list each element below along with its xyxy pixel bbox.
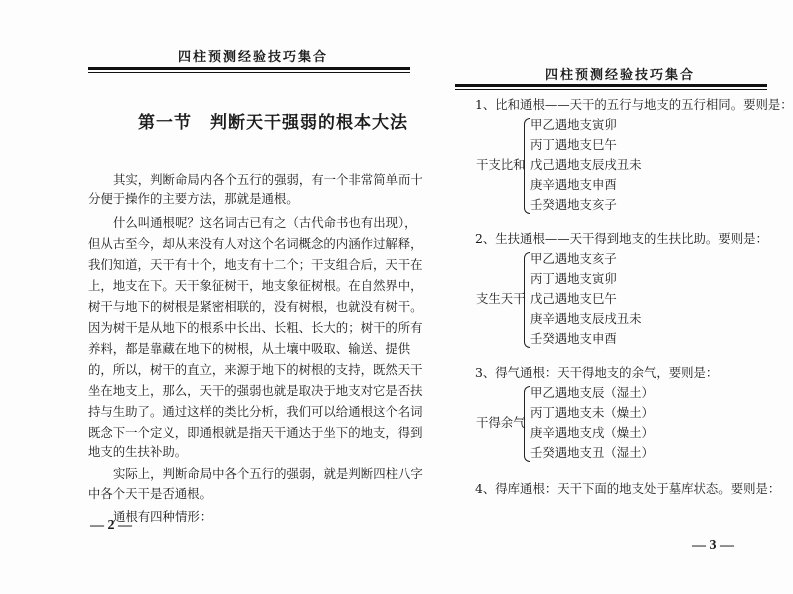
section-title: 第一节 判断天干强弱的根本大法: [138, 113, 408, 133]
body-line: 既念下一个定义，即通根就是指天干通达于坐下的地支，得到: [88, 425, 423, 440]
rule-item: 丙丁遇地支未（燥土）: [530, 405, 654, 420]
right-running-header: 四柱预测经验技巧集合: [545, 68, 696, 83]
body-line: 通根有四种情形：: [113, 509, 213, 524]
rule-item: 甲乙遇地支亥子: [530, 251, 617, 266]
body-line: 其实，判断命局内各个五行的强弱，有一个非常简单而十: [113, 172, 423, 187]
body-line: 实际上，判断命局中各个五行的强弱，就是判断四柱八字: [113, 466, 423, 481]
rule-heading: 1、比和通根——天干的五行与地支的五行相同。要则是：: [475, 97, 793, 112]
rule-item: 庚辛遇地支辰戌丑未: [530, 311, 642, 326]
body-line: 什么叫通根呢？这名词古已有之（古代命书也有出现），: [113, 215, 417, 230]
group-label: 干支比和: [476, 157, 526, 172]
body-line: 中各个天干是否通根。: [88, 486, 212, 501]
body-line: 因为树干是从地下的根系中长出、长粗、长大的；树干的所有: [88, 320, 423, 335]
body-line: 分便于操作的主要方法，那就是通根。: [88, 191, 299, 206]
rule-item: 丙丁遇地支巳午: [530, 137, 617, 152]
rule-item: 戊己遇地支辰戌丑未: [530, 157, 642, 172]
body-line: 养料，都是靠藏在地下的树根，从土壤中吸取、输送、提供: [88, 341, 411, 356]
rule-item: 壬癸遇地支申酉: [530, 331, 617, 346]
rule-heading: 2、生扶通根——天干得到地支的生扶比助。要则是：: [475, 231, 768, 246]
body-line: 持与生助了。通过这样的类比分析，我们可以给通根这个名词: [88, 404, 423, 419]
rule-heading: 3、得气通根：天干得地支的余气，要则是：: [475, 365, 719, 380]
body-line: 的，所以，树干的直立，来源于地下的树根的支持，既然天干: [88, 362, 423, 377]
group-label: 支生天干: [476, 291, 526, 306]
rule-item: 甲乙遇地支寅卯: [530, 117, 617, 132]
group-label: 干得余气: [476, 415, 526, 430]
header-rule: [88, 67, 410, 70]
left-running-header: 四柱预测经验技巧集合: [178, 50, 329, 65]
body-line: 树干与地下的树根是紧密相联的，没有树根，也就没有树干。: [88, 299, 423, 314]
body-line: 我们知道，天干有十个，地支有十二个；干支组合后，天干在: [88, 257, 423, 272]
header-rule: [455, 84, 767, 87]
rule-item: 壬癸遇地支亥子: [530, 197, 617, 212]
header-rule-thin: [88, 72, 410, 73]
header-rule-thin: [455, 89, 767, 90]
body-line: 但从古至今，却从来没有人对这个名词概念的内涵作过解释，: [88, 236, 423, 251]
rule-item: 庚辛遇地支申酉: [530, 177, 617, 192]
page-number-right: — 3 —: [692, 538, 734, 553]
page-number-left: — 2 —: [90, 518, 132, 533]
body-line: 地支的生扶补助。: [88, 444, 188, 459]
body-line: 坐在地支上，那么，天干的强弱也就是取决于地支对它是否扶: [88, 383, 423, 398]
rule-item: 戊己遇地支巳午: [530, 291, 617, 306]
rule-item: 甲乙遇地支辰（湿土）: [530, 385, 654, 400]
body-line: 上，地支在下。天干象征树干，地支象征树根。在自然界中，: [88, 278, 423, 293]
rule-item: 丙丁遇地支寅卯: [530, 271, 617, 286]
rule-item: 壬癸遇地支丑（湿土）: [530, 445, 654, 460]
rule-item: 庚辛遇地支戌（燥土）: [530, 425, 654, 440]
rule-heading: 4、得库通根：天干下面的地支处于墓库状态。要则是：: [475, 481, 781, 496]
